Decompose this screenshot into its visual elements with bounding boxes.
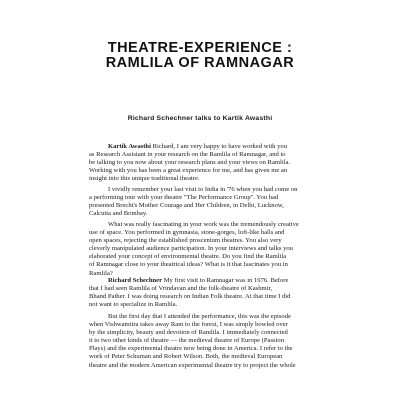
paragraph-line: not want to specialize in Ramlila.: [89, 301, 178, 309]
paragraph-line: What was really fascinating in your work was the tremendously creative: [108, 221, 299, 228]
paragraph-line: Bhand Pather. I was doing research on Indian Folk theatre. At that time I did: [89, 293, 291, 301]
paragraph-line: work of Peter Schuman and Robert Wilson. Both, the medieval European: [89, 353, 283, 361]
paragraph-line: use of space. You performed in gymnasia, stone-gorges, loft-like halls and: [89, 229, 285, 237]
paragraph-4: [89, 277, 400, 309]
paragraph-line: open spaces, rejecting the established proscenium theatres. You also very: [89, 237, 282, 245]
paragraph-line: by the simplicity, beauty and devotion of Ramlila. I immediately connected: [89, 329, 288, 337]
paragraph-line: be talking to you now about your research plans and your views on Ramlila.: [89, 159, 291, 167]
paragraph-line: when Vishwamitra takes away Ram to the forest, I was simply bowled over: [89, 321, 288, 329]
paragraph-5: [89, 313, 400, 370]
paragraph-1: [89, 143, 400, 183]
paragraph-line: But the first day that I attended the performance, this was the episode: [108, 313, 291, 320]
paragraph-line: as Research Assistant in your research on the Ramlila of Ramnagar, and to: [89, 151, 286, 159]
paragraph-line: of Ramnagar close to your theatrical ideas? What is it that fascinates you in: [89, 261, 288, 269]
page-title-line-1: THEATRE-EXPERIENCE :: [107, 40, 293, 56]
paragraph-line: Working with you has been a great experience for me, and has given me an: [89, 167, 288, 175]
paragraph-line: Calcutta and Bombay.: [89, 210, 148, 218]
paragraph-3: [89, 221, 400, 278]
paragraph-line: cleverly manipulated audience participation. In your interviews and talks you: [89, 245, 293, 253]
paragraph-line: Richard Schechner My first visit to Ramnagar was in 1976. Before: [108, 277, 289, 284]
paragraph-line: I vividly remember your last visit to India in '76 when you had come on: [108, 186, 298, 193]
paragraph-2: [89, 186, 400, 218]
paragraph-line: it to two other kinds of theatre — the medieval theatre of Europe (Passion: [89, 337, 285, 345]
paragraph-line: insight into this unique traditional theatre.: [89, 175, 200, 183]
speaker-name: Kartik Awasthi: [108, 143, 151, 150]
paragraph-line: that I had seen Ramlila of Vrindavan and the folk-theatre of Kashmir,: [89, 285, 273, 293]
paragraph-line: theatre and the modern American experimental theatre try to project the whole: [89, 361, 296, 369]
paragraph-line: Plays) and the experimental theatre now being done in America. I refer to the: [89, 345, 293, 353]
paragraph-line: a performing tour with your theatre "The Performance Group". You had: [89, 194, 279, 202]
byline: Richard Schechner talks to Kartik Awasthi: [127, 115, 273, 122]
paragraph-line: elaborated your concept of environmental theatre. Do you find the Ramlila: [89, 253, 287, 261]
page-title-line-2: RAMLILA OF RAMNAGAR: [105, 55, 295, 71]
paragraph-line: Ramlila?: [89, 269, 113, 277]
paragraph-line: Kartik Awasthi Richard, I am very happy to have worked with you: [108, 143, 287, 150]
speaker-name: Richard Schechner: [108, 277, 163, 284]
paragraph-line: presented Brecht's Mother Courage and Her Children, in Delhi, Lucknow,: [89, 202, 284, 210]
